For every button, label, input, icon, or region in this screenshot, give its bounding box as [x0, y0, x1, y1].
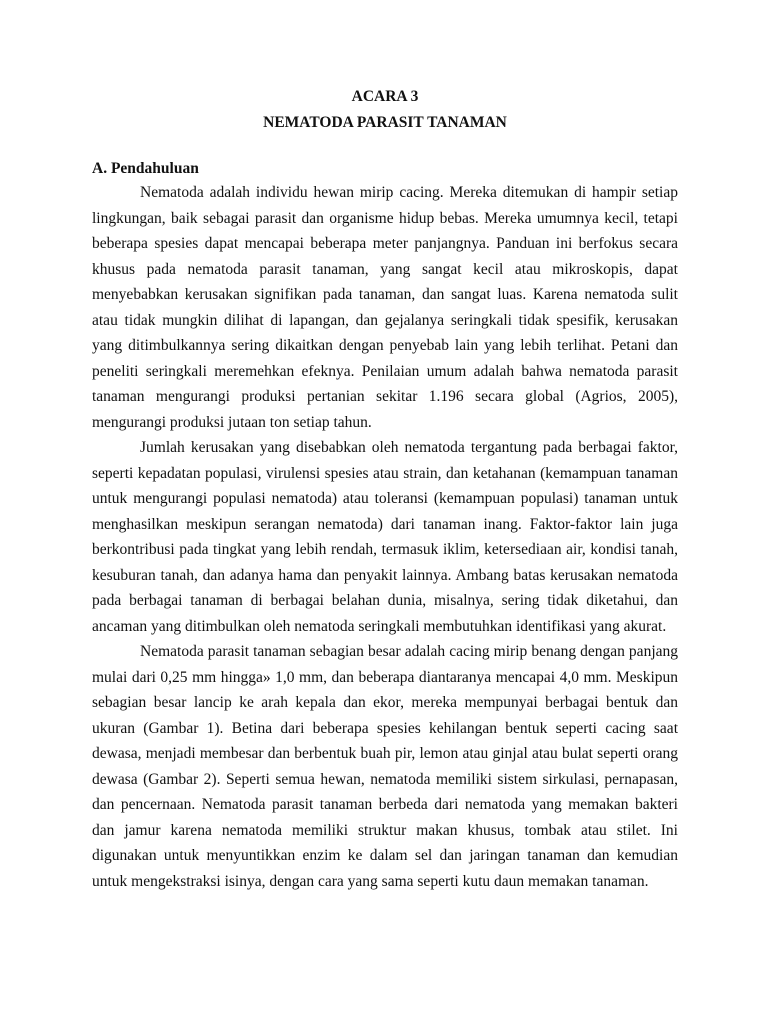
- document-title-line-1: ACARA 3: [351, 88, 419, 105]
- document-title-line-2: NEMATODA PARASIT TANAMAN: [263, 114, 507, 131]
- document-page: [92, 86, 678, 894]
- paragraph-2: Jumlah kerusakan yang disebabkan oleh nematoda tergantung pada berbagai faktor, seperti kepadatan populasi, virulensi spesies atau strain, dan ketahanan (kemampuan tanaman untuk mengurangi populasi nematoda) atau toleransi (kemampuan populasi) tanaman untuk menghasilkan meskipun serangan nematoda) dari tanaman inang. Faktor-faktor lain juga berkontribusi pada tingkat yang lebih rendah, termasuk iklim, ketersediaan air, kondisi tanah, kesuburan tanah, dan adanya hama dan penyakit lainnya. Ambang batas kerusakan nematoda pada berbagai tanaman di berbagai belahan dunia, misalnya, sering tidak diketahui, dan ancaman yang ditimbulkan oleh nematoda seringkali membutuhkan identifikasi yang akurat.: [92, 439, 678, 635]
- paragraph-1: Nematoda adalah individu hewan mirip cacing. Mereka ditemukan di hampir setiap lingkungan, baik sebagai parasit dan organisme hidup bebas. Mereka umumnya kecil, tetapi beberapa spesies dapat mencapai beberapa meter panjangnya. Panduan ini berfokus secara khusus pada nematoda parasit tanaman, yang sangat kecil atau mikroskopis, dapat menyebabkan kerusakan signifikan pada tanaman, dan sangat luas. Karena nematoda sulit atau tidak mungkin dilihat di lapangan, dan gejalanya seringkali tidak spesifik, kerusakan yang ditimbulkannya sering dikaitkan dengan penyebab lain yang lebih terlihat. Petani dan peneliti seringkali meremehkan efeknya. Penilaian umum adalah bahwa nematoda parasit tanaman mengurangi produksi pertanian sekitar 1.196 secara global (Agrios, 2005), mengurangi produksi jutaan ton setiap tahun.: [92, 184, 678, 431]
- section-heading-pendahuluan: A. Pendahuluan: [92, 160, 199, 177]
- paragraph-3: Nematoda parasit tanaman sebagian besar adalah cacing mirip benang dengan panjang mulai dari 0,25 mm hingga» 1,0 mm, dan beberapa diantaranya mencapai 4,0 mm. Meskipun sebagian besar lancip ke arah kepala dan ekor, mereka mempunyai berbagai bentuk dan ukuran (Gambar 1). Betina dari beberapa spesies kehilangan bentuk seperti cacing saat dewasa, menjadi membesar dan berbentuk buah pir, lemon atau ginjal atau bulat seperti orang dewasa (Gambar 2). Seperti semua hewan, nematoda memiliki sistem sirkulasi, pernapasan, dan pencernaan. Nematoda parasit tanaman berbeda dari nematoda yang memakan bakteri dan jamur karena nematoda memiliki struktur makan khusus, tombak atau stilet. Ini digunakan untuk menyuntikkan enzim ke dalam sel dan jaringan tanaman dan kemudian untuk mengekstraksi isinya, dengan cara yang sama seperti kutu daun memakan tanaman.: [92, 643, 678, 890]
